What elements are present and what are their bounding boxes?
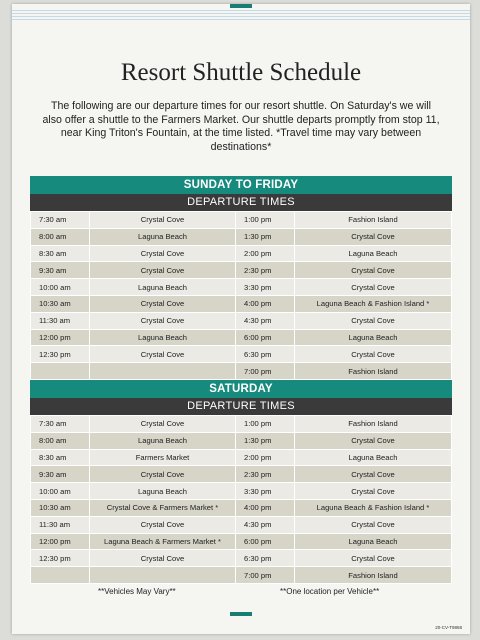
departure-time-cell: 8:30 am bbox=[31, 449, 90, 466]
departure-time-cell: 7:00 pm bbox=[236, 567, 295, 584]
departure-time-cell: 4:00 pm bbox=[236, 499, 295, 516]
destination-cell: Laguna Beach bbox=[90, 329, 236, 346]
table-row bbox=[31, 550, 452, 567]
departure-time-cell: 10:00 am bbox=[31, 483, 90, 500]
departure-time-cell: 8:00 am bbox=[31, 228, 90, 245]
destination-cell: Laguna Beach bbox=[90, 228, 236, 245]
table-row bbox=[31, 567, 452, 584]
destination-cell: Crystal Cove bbox=[90, 516, 236, 533]
table-row bbox=[31, 533, 452, 550]
departure-time-cell: 6:30 pm bbox=[236, 346, 295, 363]
departure-time-cell: 6:30 pm bbox=[236, 550, 295, 567]
destination-cell: Fashion Island bbox=[295, 363, 452, 380]
departure-time-cell: 4:00 pm bbox=[236, 295, 295, 312]
destination-cell: Laguna Beach & Farmers Market * bbox=[90, 533, 236, 550]
section-sunday-friday bbox=[30, 176, 452, 380]
destination-cell: Crystal Cove bbox=[295, 466, 452, 483]
destination-cell: Crystal Cove bbox=[295, 483, 452, 500]
table-row bbox=[31, 499, 452, 516]
departure-time-cell: 9:30 am bbox=[31, 466, 90, 483]
departure-time-cell bbox=[31, 363, 90, 380]
departure-time-cell: 2:30 pm bbox=[236, 262, 295, 279]
destination-cell: Crystal Cove bbox=[90, 295, 236, 312]
destination-cell: Crystal Cove bbox=[90, 212, 236, 229]
departure-time-cell: 2:00 pm bbox=[236, 245, 295, 262]
table-row bbox=[31, 279, 452, 296]
destination-cell: Crystal Cove & Farmers Market * bbox=[90, 499, 236, 516]
destination-cell: Crystal Cove bbox=[90, 346, 236, 363]
table-row bbox=[31, 245, 452, 262]
destination-cell: Fashion Island bbox=[295, 567, 452, 584]
destination-cell: Crystal Cove bbox=[295, 312, 452, 329]
departure-time-cell: 10:00 am bbox=[31, 279, 90, 296]
section-subheading: DEPARTURE TIMES bbox=[30, 194, 452, 211]
destination-cell: Laguna Beach bbox=[90, 432, 236, 449]
bottom-teal-tab bbox=[230, 612, 252, 616]
section-heading: SATURDAY bbox=[30, 380, 452, 398]
destination-cell: Crystal Cove bbox=[90, 312, 236, 329]
schedule-table bbox=[30, 211, 452, 380]
destination-cell: Laguna Beach & Fashion Island * bbox=[295, 295, 452, 312]
departure-time-cell: 9:30 am bbox=[31, 262, 90, 279]
table-row bbox=[31, 262, 452, 279]
intro-text: The following are our departure times for our resort shuttle. On Saturday's we will also offer a shuttle to the Farmers Market. Our shuttle departs promptly from stop 11, near King Triton's Fountain, at the time listed. *Travel time may vary between destinations* bbox=[42, 100, 440, 153]
departure-time-cell: 8:00 am bbox=[31, 432, 90, 449]
destination-cell: Crystal Cove bbox=[295, 516, 452, 533]
departure-time-cell: 7:30 am bbox=[31, 212, 90, 229]
section-subheading: DEPARTURE TIMES bbox=[30, 398, 452, 415]
destination-cell bbox=[90, 363, 236, 380]
departure-time-cell: 11:30 am bbox=[31, 516, 90, 533]
departure-time-cell: 11:30 am bbox=[31, 312, 90, 329]
table-row bbox=[31, 346, 452, 363]
table-row bbox=[31, 312, 452, 329]
destination-cell: Crystal Cove bbox=[295, 228, 452, 245]
departure-time-cell: 6:00 pm bbox=[236, 329, 295, 346]
schedule-sheet bbox=[12, 4, 470, 634]
destination-cell: Crystal Cove bbox=[295, 432, 452, 449]
table-row bbox=[31, 416, 452, 433]
destination-cell: Crystal Cove bbox=[90, 550, 236, 567]
departure-time-cell: 10:30 am bbox=[31, 499, 90, 516]
departure-time-cell: 12:00 pm bbox=[31, 533, 90, 550]
table-row bbox=[31, 228, 452, 245]
departure-time-cell: 1:30 pm bbox=[236, 432, 295, 449]
table-row bbox=[31, 212, 452, 229]
destination-cell: Farmers Market bbox=[90, 449, 236, 466]
table-row bbox=[31, 295, 452, 312]
departure-time-cell: 3:30 pm bbox=[236, 483, 295, 500]
destination-cell bbox=[90, 567, 236, 584]
departure-time-cell: 2:00 pm bbox=[236, 449, 295, 466]
destination-cell: Crystal Cove bbox=[90, 466, 236, 483]
departure-time-cell: 2:30 pm bbox=[236, 466, 295, 483]
destination-cell: Laguna Beach bbox=[295, 449, 452, 466]
departure-time-cell: 7:00 pm bbox=[236, 363, 295, 380]
destination-cell: Crystal Cove bbox=[295, 262, 452, 279]
decorative-border bbox=[12, 10, 470, 20]
destination-cell: Crystal Cove bbox=[90, 262, 236, 279]
destination-cell: Laguna Beach & Fashion Island * bbox=[295, 499, 452, 516]
destination-cell: Laguna Beach bbox=[295, 329, 452, 346]
destination-cell: Crystal Cove bbox=[90, 245, 236, 262]
departure-time-cell: 6:00 pm bbox=[236, 533, 295, 550]
destination-cell: Crystal Cove bbox=[295, 550, 452, 567]
footnote-vehicles: **Vehicles May Vary** bbox=[98, 587, 176, 596]
table-row bbox=[31, 466, 452, 483]
destination-cell: Laguna Beach bbox=[295, 245, 452, 262]
departure-time-cell: 7:30 am bbox=[31, 416, 90, 433]
section-saturday bbox=[30, 380, 452, 584]
departure-time-cell: 8:30 am bbox=[31, 245, 90, 262]
top-teal-tab bbox=[230, 4, 252, 8]
departure-time-cell bbox=[31, 567, 90, 584]
destination-cell: Laguna Beach bbox=[90, 483, 236, 500]
destination-cell: Crystal Cove bbox=[295, 346, 452, 363]
section-heading: SUNDAY TO FRIDAY bbox=[30, 176, 452, 194]
departure-time-cell: 12:00 pm bbox=[31, 329, 90, 346]
table-row bbox=[31, 449, 452, 466]
destination-cell: Laguna Beach bbox=[295, 533, 452, 550]
table-row bbox=[31, 516, 452, 533]
departure-time-cell: 4:30 pm bbox=[236, 516, 295, 533]
schedule-table bbox=[30, 415, 452, 584]
departure-time-cell: 10:30 am bbox=[31, 295, 90, 312]
destination-cell: Crystal Cove bbox=[295, 279, 452, 296]
departure-time-cell: 1:30 pm bbox=[236, 228, 295, 245]
destination-cell: Crystal Cove bbox=[90, 416, 236, 433]
table-row bbox=[31, 483, 452, 500]
departure-time-cell: 1:00 pm bbox=[236, 416, 295, 433]
page-title: Resort Shuttle Schedule bbox=[120, 59, 362, 86]
table-row bbox=[31, 432, 452, 449]
departure-time-cell: 1:00 pm bbox=[236, 212, 295, 229]
table-row bbox=[31, 329, 452, 346]
footnote-one-location: **One location per Vehicle** bbox=[280, 587, 380, 596]
table-row bbox=[31, 363, 452, 380]
destination-cell: Fashion Island bbox=[295, 212, 452, 229]
departure-time-cell: 3:30 pm bbox=[236, 279, 295, 296]
document-code: 20-CV-T9868 bbox=[435, 625, 462, 630]
departure-time-cell: 4:30 pm bbox=[236, 312, 295, 329]
destination-cell: Fashion Island bbox=[295, 416, 452, 433]
departure-time-cell: 12:30 pm bbox=[31, 550, 90, 567]
departure-time-cell: 12:30 pm bbox=[31, 346, 90, 363]
destination-cell: Laguna Beach bbox=[90, 279, 236, 296]
